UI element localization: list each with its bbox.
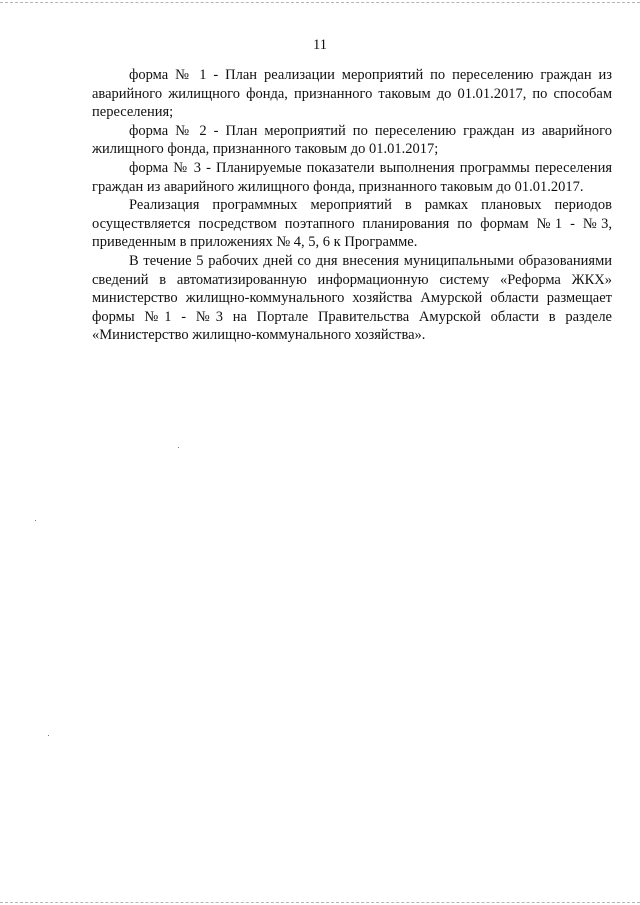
paragraph-publication: В течение 5 рабочих дней со дня внесения муниципальными образованиями сведений в автоматизированную информационную систему «Реформа ЖКХ» министерство жилищно-коммунального хозяйства Амурской области размещает формы №1 - №3 на Портале Правительства Амурской области в разделе «Министерство жилищно-коммунального хозяйства». — [92, 252, 612, 344]
paragraph-form-1: форма № 1 - План реализации мероприятий по переселению граждан из аварийного жилищного фонда, признанного таковым до 01.01.2017, по способам переселения; — [92, 67, 612, 121]
scan-speck — [48, 735, 49, 736]
paragraph-form-3: форма № 3 - Планируемые показатели выполнения программы переселения граждан из аварийного жилищного фонда, признанного таковым до 01.01.2017. — [92, 159, 612, 195]
scan-speck — [35, 520, 36, 521]
page-number: 11 — [313, 37, 327, 53]
scan-edge-top — [0, 2, 640, 3]
paragraph-form-2: форма № 2 - План мероприятий по переселению граждан из аварийного жилищного фонда, признанного таковым до 01.01.2017; — [92, 122, 612, 158]
document-body — [92, 66, 612, 345]
scan-edge-bottom — [0, 902, 640, 903]
paragraph-implementation: Реализация программных мероприятий в рамках плановых периодов осуществляется посредством поэтапного планирования по формам №1 - №3, приведенным в приложениях № 4, 5, 6 к Программе. — [92, 197, 612, 251]
scan-speck — [178, 447, 179, 448]
